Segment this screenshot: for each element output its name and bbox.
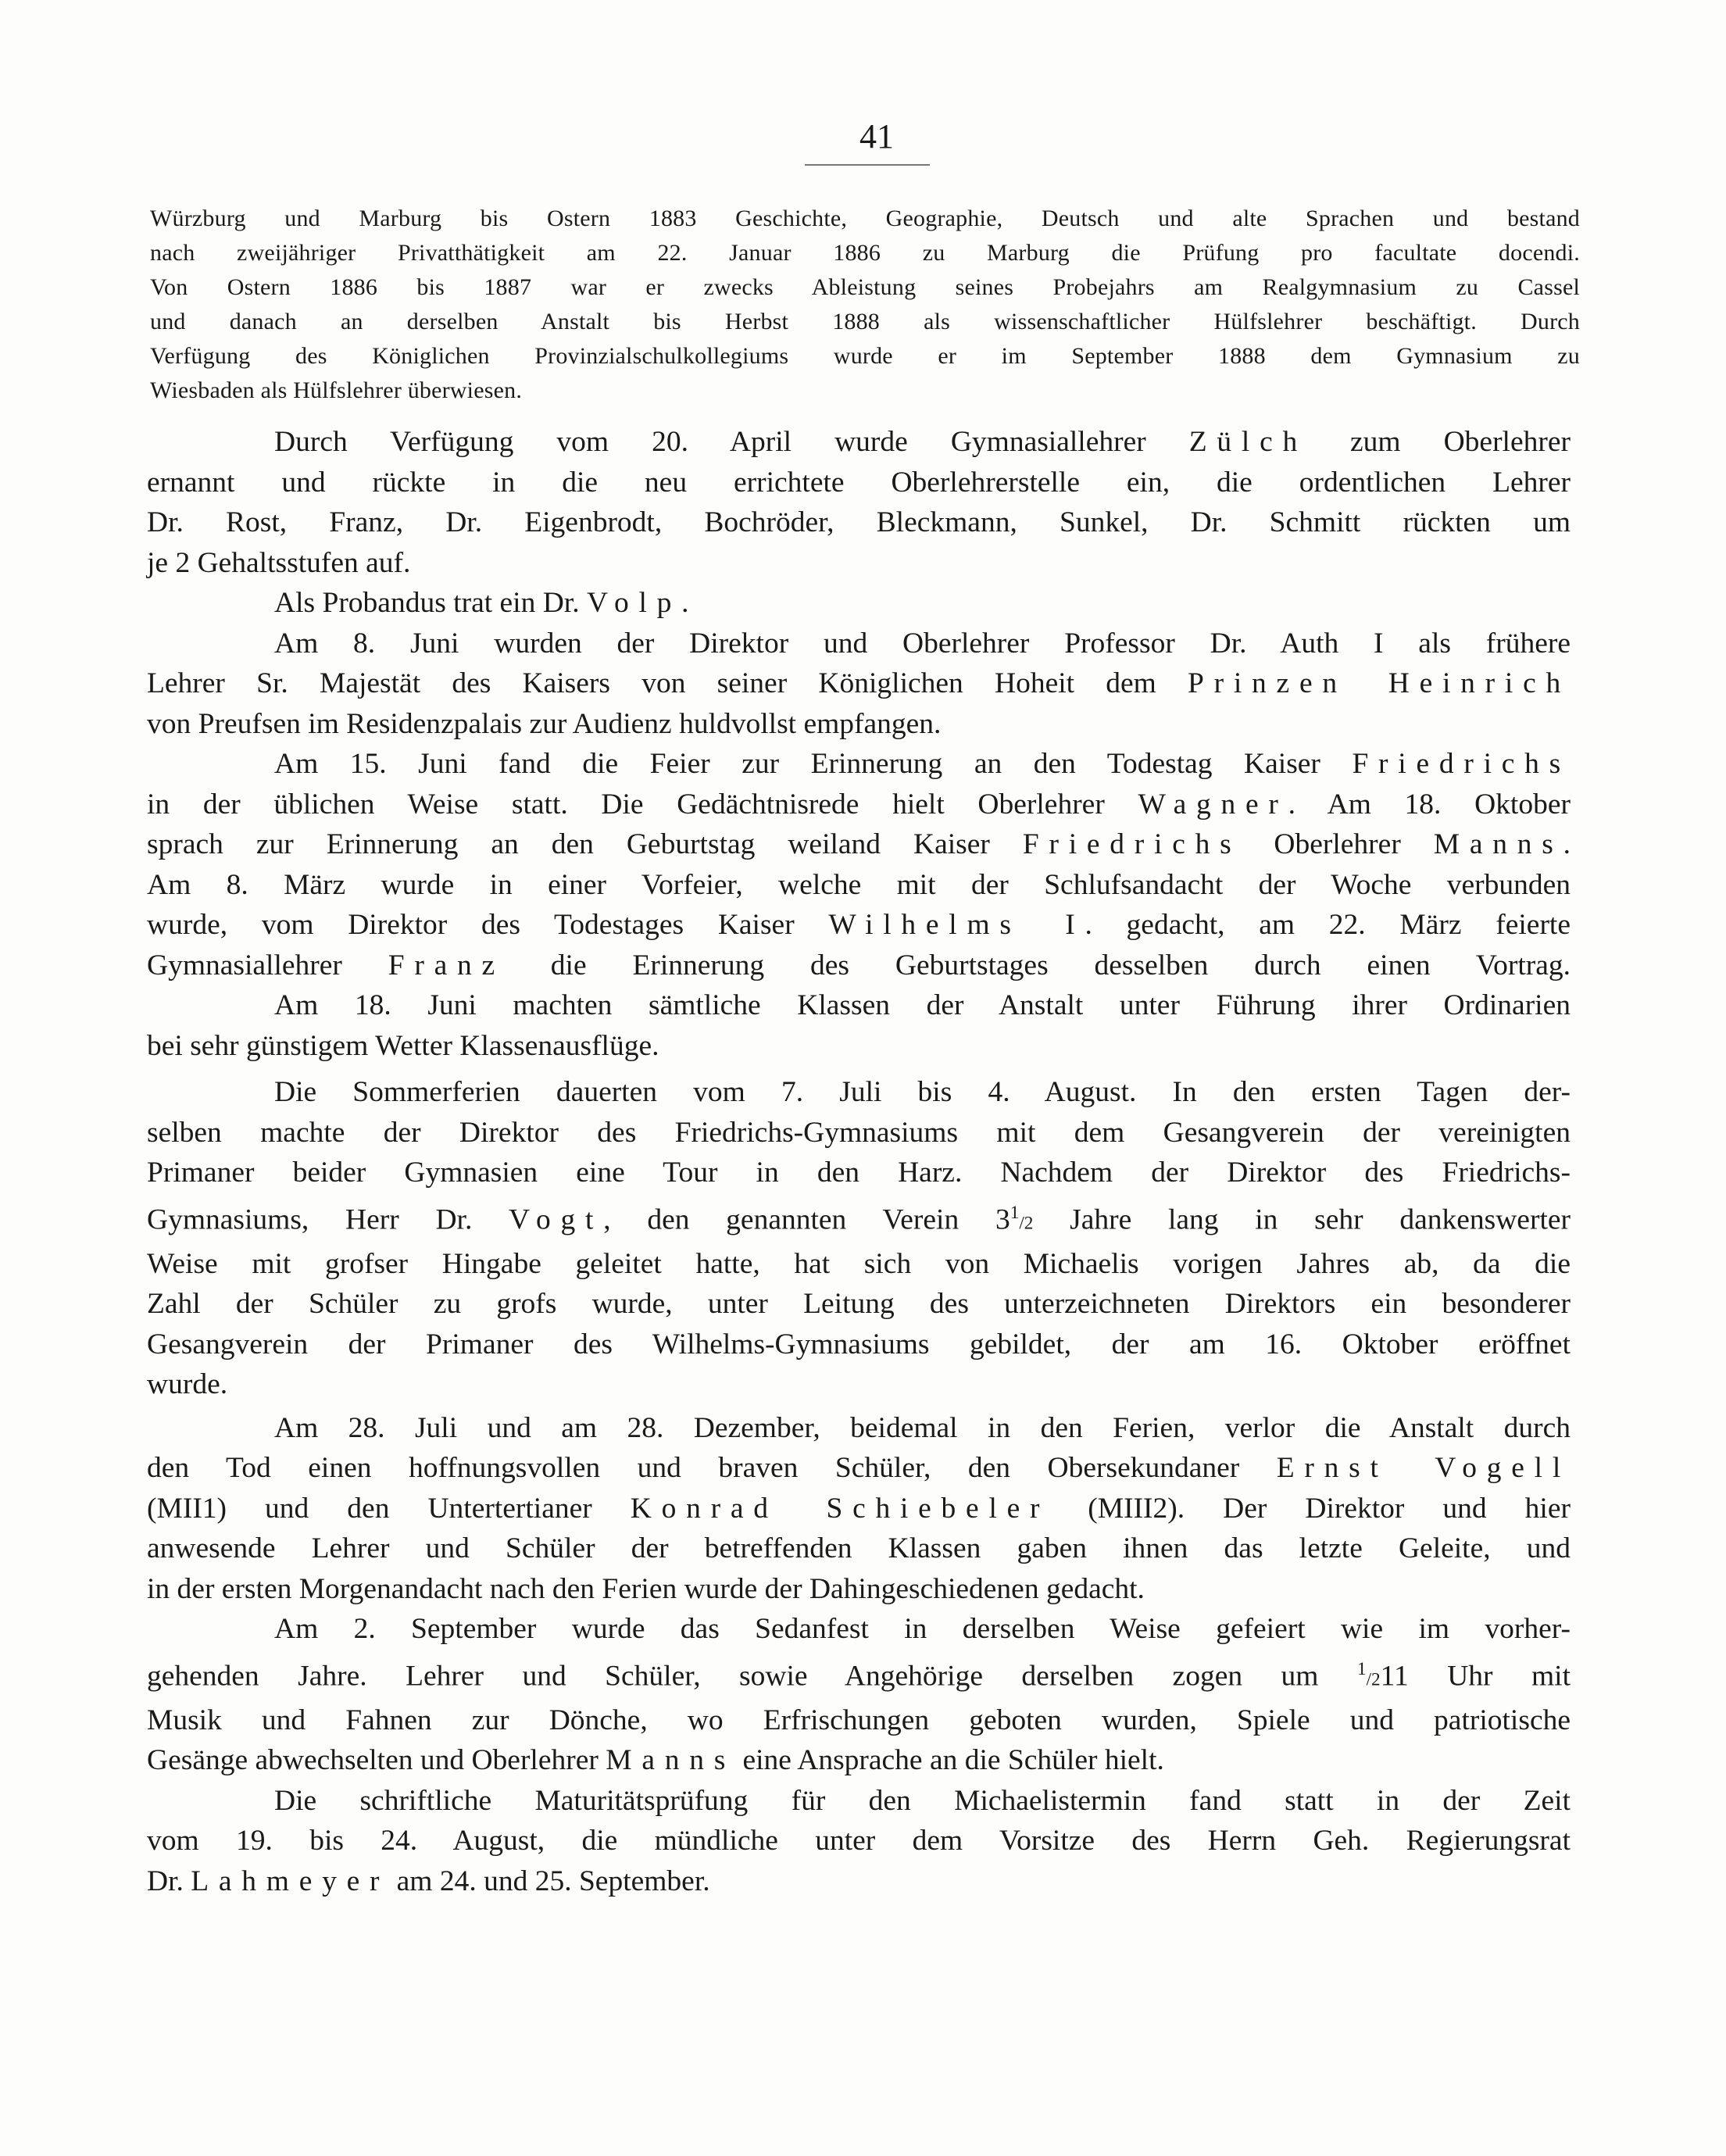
text-line: Am 8. Juni wurden der Direktor und Oberlehrer Professor Dr. Auth I als frühere xyxy=(274,627,1571,660)
text-line: (MII1) und den Untertertianer Konrad Schiebeler (MIII2). Der Direktor und hier xyxy=(147,1492,1571,1525)
text-line: Die schriftliche Maturitätsprüfung für den Michaelistermin fand statt in der Zeit xyxy=(274,1784,1571,1817)
spaced-name: Manns xyxy=(606,1744,736,1776)
paragraph-audience xyxy=(147,624,1571,745)
text-line: wurde. xyxy=(147,1368,228,1400)
spaced-name: Manns xyxy=(1433,828,1563,860)
text-line: Musik und Fahnen zur Dönche, wo Erfrischungen geboten wurden, Spiele und patriotische xyxy=(147,1704,1571,1736)
paragraph-deaths xyxy=(147,1408,1571,1610)
paragraph-promotion xyxy=(147,422,1571,583)
page-number-rule xyxy=(805,164,930,166)
text-line: Gymnasiallehrer Franz die Erinnerung des Geburtstages desselben durch einen Vortrag. xyxy=(147,949,1571,981)
paragraph-excursion xyxy=(147,985,1571,1066)
text-line: den Tod einen hoffnungsvollen und braven Schüler, den Obersekundaner Ernst Vogell xyxy=(147,1452,1571,1484)
text-line: von Preufsen im Residenzpalais zur Audienz huldvollst empfangen. xyxy=(147,707,942,740)
text-line: in der üblichen Weise statt. Die Gedächtnisrede hielt Oberlehrer Wagner. Am 18. Oktober xyxy=(147,788,1571,821)
text-line: Am 15. Juni fand die Feier zur Erinnerung an den Todestag Kaiser Friedrichs xyxy=(274,748,1571,780)
text-line: Am 2. September wurde das Sedanfest in derselben Weise gefeiert wie im vorher- xyxy=(274,1613,1571,1645)
intro-paragraph xyxy=(150,202,1580,408)
text-line: Dr. Rost, Franz, Dr. Eigenbrodt, Bochröder, Bleckmann, Sunkel, Dr. Schmitt rückten um xyxy=(147,506,1571,538)
text-line: Gesänge abwechselten und Oberlehrer Manns eine Ansprache an die Schüler hielt. xyxy=(147,1744,1164,1776)
paragraph-maturity-exam xyxy=(147,1781,1571,1902)
text-line: wurde, vom Direktor des Todestages Kaiser Wilhelms I. gedacht, am 22. März feierte xyxy=(147,909,1571,941)
text-line: Zahl der Schüler zu grofs wurde, unter Leitung des unterzeichneten Direktors ein besonderer xyxy=(147,1288,1571,1320)
intro-line: Verfügung des Königlichen Provinzialschulkollegiums wurde er im September 1888 dem Gymnasium zu xyxy=(150,343,1580,369)
spaced-name: Friedrichs xyxy=(1352,748,1571,780)
text-line: Dr. Lahmeyer am 24. und 25. September. xyxy=(147,1865,710,1897)
text-line: Am 8. März wurde in einer Vorfeier, welche mit der Schlufsandacht der Woche verbunden xyxy=(147,868,1571,901)
spaced-name: Franz xyxy=(388,949,505,981)
spaced-name: Zülch xyxy=(1188,426,1307,458)
text-line: anwesende Lehrer und Schüler der betreffenden Klassen gaben ihnen das letzte Geleite, und xyxy=(147,1532,1571,1564)
text-line: ernannt und rückte in die neu errichtete Oberlehrerstelle ein, die ordentlichen Lehrer xyxy=(147,466,1571,499)
intro-line: Wiesbaden als Hülfslehrer überwiesen. xyxy=(150,377,523,403)
text-line: Gesangverein der Primaner des Wilhelms-Gymnasiums gebildet, der am 16. Oktober eröffnet xyxy=(147,1328,1571,1360)
spaced-name: Vogt xyxy=(509,1203,604,1235)
spaced-name: Wagner xyxy=(1138,788,1288,821)
text-line: Weise mit grofser Hingabe geleitet hatte, hat sich von Michaelis vorigen Jahres ab, da die xyxy=(147,1247,1571,1280)
text-line: Am 28. Juli und am 28. Dezember, beidemal in den Ferien, verlor die Anstalt durch xyxy=(274,1411,1571,1444)
text-line: Gymnasiums, Herr Dr. Vogt, den genannten Verein $3^1/2$ Jahre lang in sehr dankenswerter xyxy=(147,1202,1571,1235)
text-line: Am 18. Juni machten sämtliche Klassen der Anstalt unter Führung ihrer Ordinarien xyxy=(274,989,1571,1021)
spaced-name: Ernst Vogell xyxy=(1276,1452,1571,1484)
text-line: Die Sommerferien dauerten vom 7. Juli bis 4. August. In den ersten Tagen der- xyxy=(274,1076,1571,1108)
spaced-name: Lahmeyer xyxy=(191,1865,390,1897)
intro-line: Würzburg und Marburg bis Ostern 1883 Geschichte, Geographie, Deutsch und alte Sprachen und bestand xyxy=(150,206,1580,231)
text-line: selben machte der Direktor des Friedrichs-Gymnasiums mit dem Gesangverein der vereinigten xyxy=(147,1116,1571,1149)
paragraph-sedanfest xyxy=(147,1609,1571,1781)
text-line: je 2 Gehaltsstufen auf. xyxy=(147,546,411,579)
main-text xyxy=(147,422,1571,1901)
text-line: sprach zur Erinnerung an den Geburtstag weiland Kaiser Friedrichs Oberlehrer Manns. xyxy=(147,828,1571,860)
text-line: Durch Verfügung vom 20. April wurde Gymnasiallehrer Zülch zum Oberlehrer xyxy=(274,426,1571,458)
paragraph-commemorations xyxy=(147,744,1571,985)
page-number: 41 xyxy=(859,117,894,156)
paragraph-summer-holidays xyxy=(147,1072,1571,1405)
text-line: vom 19. bis 24. August, die mündliche unter dem Vorsitze des Herrn Geh. Regierungsrat xyxy=(147,1825,1571,1857)
text-line: Als Probandus trat ein Dr. Volp. xyxy=(274,587,689,619)
text-line: Lehrer Sr. Majestät des Kaisers von seiner Königlichen Hoheit dem Prinzen Heinrich xyxy=(147,667,1571,699)
spaced-name: Konrad Schiebeler xyxy=(630,1492,1050,1525)
intro-line: und danach an derselben Anstalt bis Herbst 1888 als wissenschaftlicher Hülfslehrer beschäftigt. Durch xyxy=(150,309,1580,334)
spaced-name: Prinzen Heinrich xyxy=(1188,667,1571,699)
intro-line: Von Ostern 1886 bis 1887 war er zwecks Ableistung seines Probejahrs am Realgymnasium zu Cassel xyxy=(150,274,1580,300)
text-line: gehenden Jahre. Lehrer und Schüler, sowie Angehörige derselben zogen um $^1$/211 Uhr mit xyxy=(147,1658,1571,1692)
spaced-name: Wilhelms I xyxy=(828,909,1085,941)
spaced-name: Friedrichs xyxy=(1022,828,1242,860)
text-line: Primaner beider Gymnasien eine Tour in den Harz. Nachdem der Direktor des Friedrichs- xyxy=(147,1157,1571,1189)
text-line: in der ersten Morgenandacht nach den Ferien wurde der Dahingeschiedenen gedacht. xyxy=(147,1572,1145,1605)
text-line: bei sehr günstigem Wetter Klassenausflüge. xyxy=(147,1029,659,1062)
spaced-name: Volp xyxy=(586,587,682,619)
intro-line: nach zweijähriger Privatthätigkeit am 22. Januar 1886 zu Marburg die Prüfung pro facultate docendi. xyxy=(150,240,1580,266)
paragraph-probandus xyxy=(147,583,1571,624)
